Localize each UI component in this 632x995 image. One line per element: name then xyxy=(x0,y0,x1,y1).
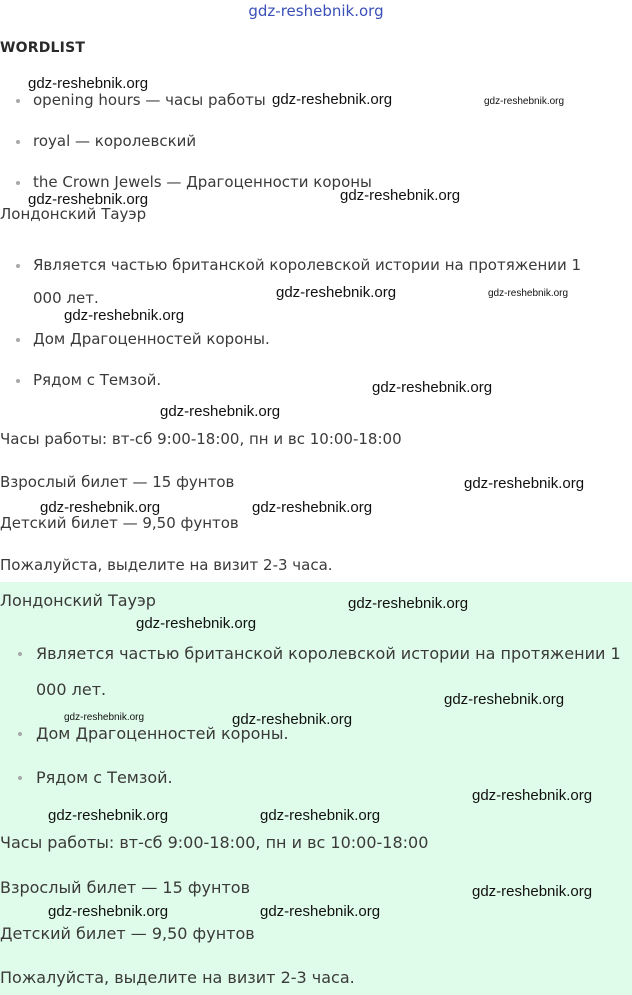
section-title: Лондонский Тауэр xyxy=(0,205,147,223)
watermark: gdz-reshebnik.org xyxy=(260,807,381,824)
watermark: gdz-reshebnik.org xyxy=(276,284,397,301)
list-item: Является частью британской королевской истории на протяжении 1 000 лет. xyxy=(0,249,612,315)
watermark: gdz-reshebnik.org xyxy=(28,75,149,92)
watermark: gdz-reshebnik.org xyxy=(160,403,281,420)
watermark: gdz-reshebnik.org xyxy=(252,499,373,516)
list-item: Дом Драгоценностей короны. xyxy=(0,323,612,356)
watermark: gdz-reshebnik.org xyxy=(28,191,149,208)
watermark: gdz-reshebnik.org xyxy=(472,883,593,900)
watermark: gdz-reshebnik.org xyxy=(48,903,169,920)
watermark: gdz-reshebnik.org xyxy=(372,379,493,396)
list-item: the Crown Jewels — Драгоценности короны xyxy=(0,172,600,213)
watermark: gdz-reshebnik.org xyxy=(272,91,393,108)
watermark: gdz-reshebnik.org xyxy=(260,903,381,920)
watermark: gdz-reshebnik.org xyxy=(348,595,469,612)
opening-hours: Часы работы: вт-сб 9:00-18:00, пн и вс 10:00-18:00 xyxy=(0,833,429,852)
site-title[interactable]: gdz-reshebnik.org xyxy=(248,2,384,20)
watermark: gdz-reshebnik.org xyxy=(64,712,145,723)
visit-note: Пожалуйста, выделите на визит 2-3 часа. xyxy=(0,556,333,574)
watermark: gdz-reshebnik.org xyxy=(472,787,593,804)
adult-ticket-price: Взрослый билет — 15 фунтов xyxy=(0,878,250,897)
list-item: royal — королевский xyxy=(0,131,600,172)
child-ticket-price: Детский билет — 9,50 фунтов xyxy=(0,514,239,532)
list-item: Рядом с Темзой. xyxy=(0,364,612,397)
opening-hours: Часы работы: вт-сб 9:00-18:00, пн и вс 10:00-18:00 xyxy=(0,430,402,448)
watermark: gdz-reshebnik.org xyxy=(444,691,565,708)
watermark: gdz-reshebnik.org xyxy=(340,187,461,204)
list-item: opening hours — часы работы xyxy=(0,90,600,131)
watermark: gdz-reshebnik.org xyxy=(484,96,565,107)
visit-note: Пожалуйста, выделите на визит 2-3 часа. xyxy=(0,968,355,987)
watermark: gdz-reshebnik.org xyxy=(464,475,585,492)
watermark: gdz-reshebnik.org xyxy=(488,288,569,299)
adult-ticket-price: Взрослый билет — 15 фунтов xyxy=(0,473,235,491)
watermark: gdz-reshebnik.org xyxy=(40,499,161,516)
wordlist-heading: WORDLIST xyxy=(0,40,86,56)
list-item: Является частью британской королевской истории на протяжении 1 000 лет. xyxy=(0,636,630,708)
section-title: Лондонский Тауэр xyxy=(0,591,156,610)
child-ticket-price: Детский билет — 9,50 фунтов xyxy=(0,924,255,943)
watermark: gdz-reshebnik.org xyxy=(232,711,353,728)
watermark: gdz-reshebnik.org xyxy=(64,307,185,324)
list-item: Дом Драгоценностей короны. xyxy=(0,716,630,752)
watermark: gdz-reshebnik.org xyxy=(136,615,257,632)
watermark: gdz-reshebnik.org xyxy=(48,807,169,824)
list-item: Рядом с Темзой. xyxy=(0,760,630,796)
